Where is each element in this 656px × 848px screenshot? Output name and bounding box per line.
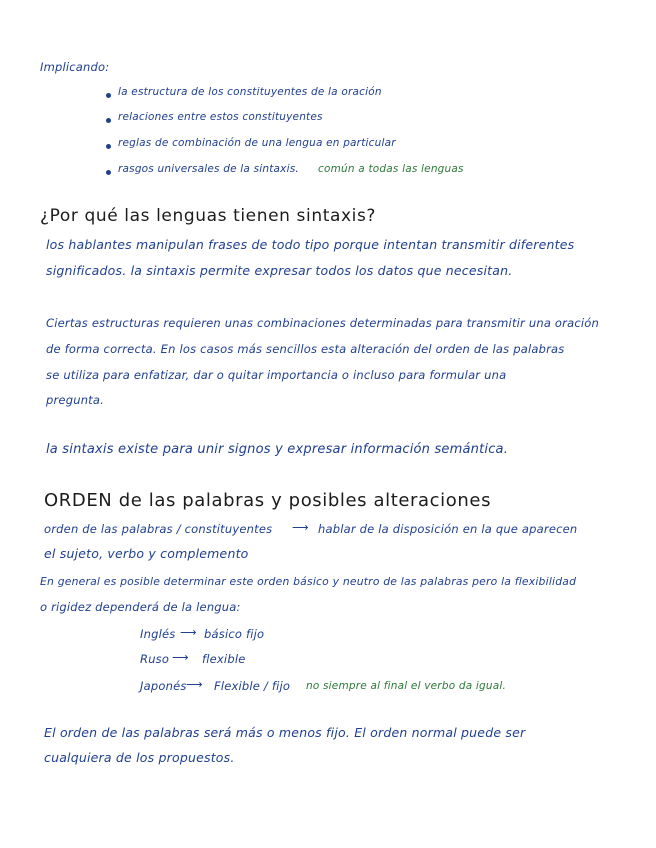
example-lang-japanese: Japonés (140, 679, 187, 693)
arrow-icon: ⟶ (292, 520, 309, 534)
section1-para2-line3: se utiliza para enfatizar, dar o quitar importancia o incluso para formular una (46, 368, 507, 382)
section1-para3: la sintaxis existe para unir signos y expresar información semántica. (46, 442, 509, 457)
intro-bullet-4: rasgos universales de la sintaxis. (118, 163, 299, 175)
bullet-dot (106, 93, 111, 98)
intro-bullet-2: relaciones entre estos constituyentes (118, 111, 323, 123)
section2-closing-line2: cualquiera de los propuestos. (44, 750, 235, 765)
bullet-dot (106, 170, 111, 175)
example-value-russian: flexible (202, 652, 246, 666)
section1-para1-line1: los hablantes manipulan frases de todo tipo porque intentan transmitir diferentes (46, 237, 575, 252)
section1-para2-line1: Ciertas estructuras requieren unas combinaciones determinadas para transmitir una oración (46, 316, 599, 330)
intro-label: Implicando: (40, 60, 110, 74)
section2-closing-line1: El orden de las palabras será más o menos fijo. El orden normal puede ser (44, 725, 526, 740)
section2-line1-left: orden de las palabras / constituyentes (44, 522, 273, 536)
intro-bullet-3: reglas de combinación de una lengua en particular (118, 137, 396, 149)
section1-para1-line2: significados. la sintaxis permite expresar todos los datos que necesitan. (46, 263, 513, 278)
example-lang-russian: Ruso (140, 652, 170, 666)
arrow-icon: ⟶ (186, 677, 203, 691)
arrow-icon: ⟶ (180, 625, 197, 639)
section1-para2-line4: pregunta. (46, 393, 104, 407)
section2-para-line1: En general es posible determinar este orden básico y neutro de las palabras pero la flexibilidad (40, 575, 577, 588)
example-value-japanese: Flexible / fijo (214, 679, 291, 693)
bullet-dot (106, 118, 111, 123)
section2-heading: ORDEN de las palabras y posibles alteraciones (44, 490, 492, 511)
example-lang-english: Inglés (140, 627, 176, 641)
bullet-dot (106, 144, 111, 149)
arrow-icon: ⟶ (172, 650, 189, 664)
intro-bullet-note: común a todas las lenguas (318, 163, 464, 175)
example-note-japanese: no siempre al final el verbo da igual. (306, 680, 507, 692)
section2-para-line2: o rigidez dependerá de la lengua: (40, 600, 241, 614)
section1-heading: ¿Por qué las lenguas tienen sintaxis? (40, 206, 377, 226)
section1-para2-line2: de forma correcta. En los casos más sencillos esta alteración del orden de las palabras (46, 342, 565, 356)
section2-line1-right: hablar de la disposición en la que aparecen (318, 522, 578, 536)
example-value-english: básico fijo (204, 627, 265, 641)
section2-line2: el sujeto, verbo y complemento (44, 546, 249, 561)
intro-bullet-1: la estructura de los constituyentes de la oración (118, 86, 382, 98)
